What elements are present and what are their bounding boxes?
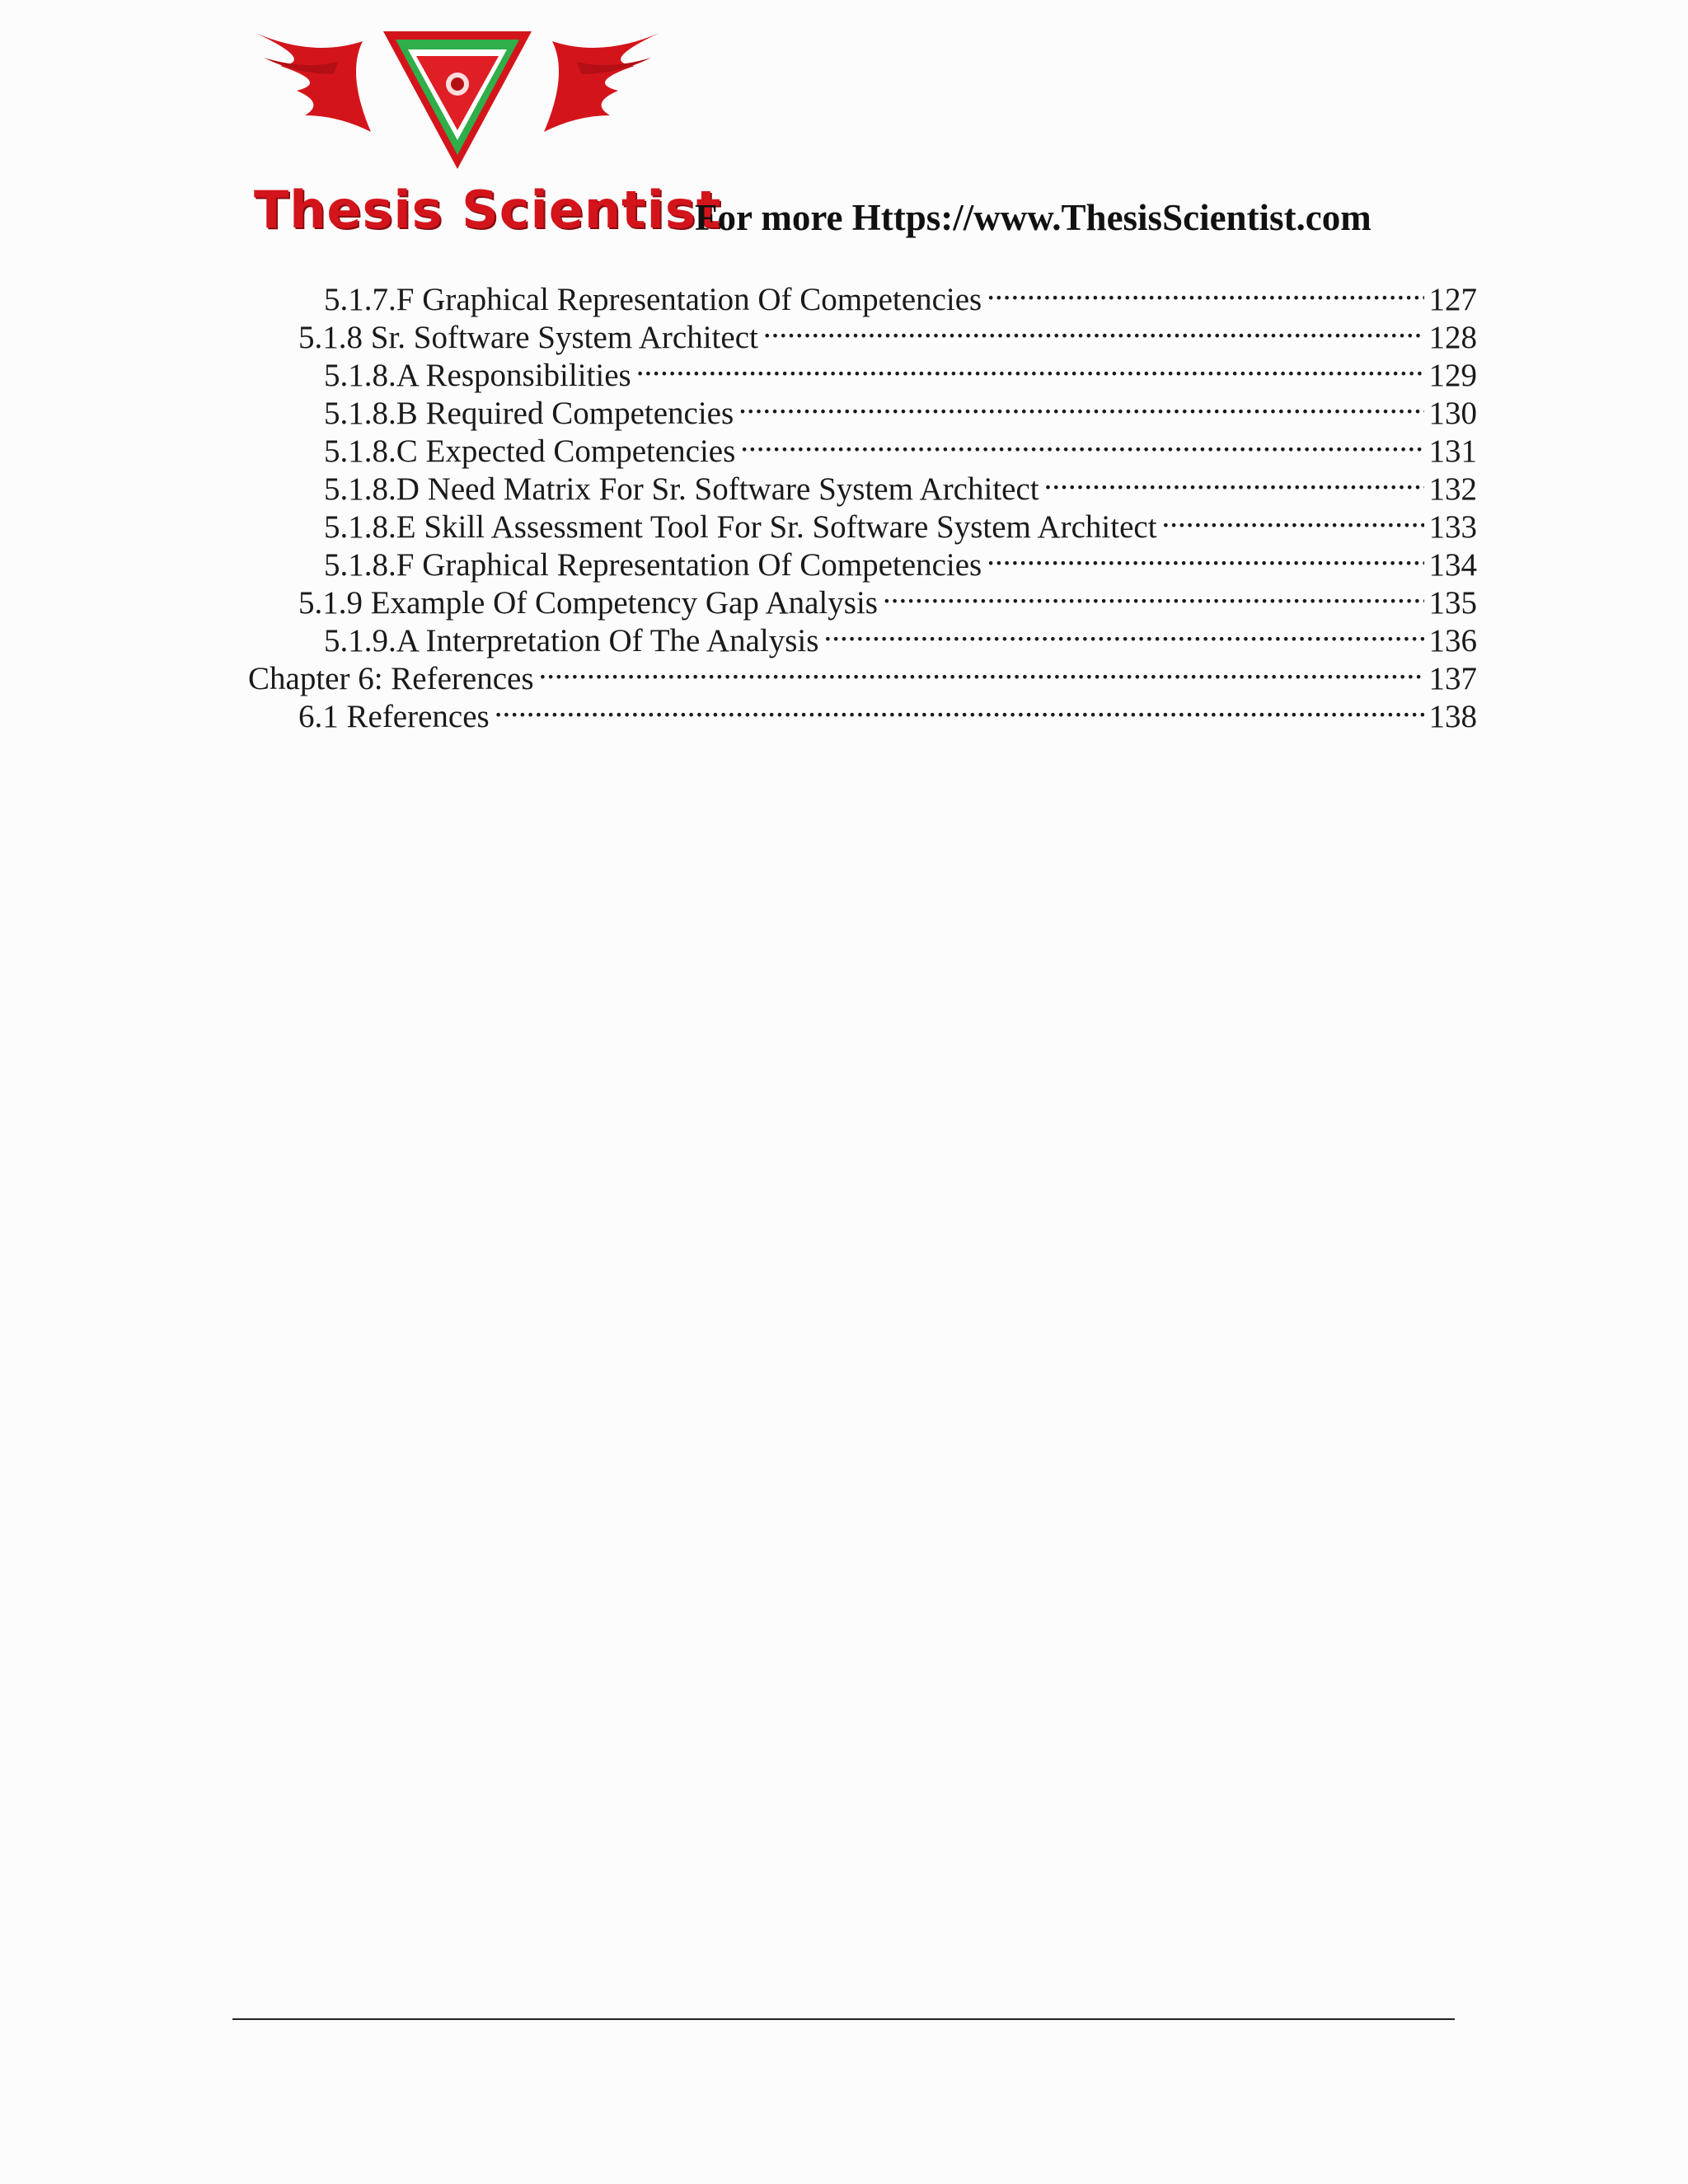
toc-leader-dots: [823, 613, 1423, 651]
footer-divider: [232, 2018, 1455, 2020]
toc-entry[interactable]: [324, 499, 1477, 545]
toc-entry-title: 5.1.9.A Interpretation Of The Analysis: [324, 623, 819, 658]
toc-entry-title: 5.1.8.E Skill Assessment Tool For Sr. Software System Architect: [324, 509, 1157, 545]
toc-entry-page: 128: [1428, 320, 1477, 355]
toc-leader-dots: [738, 386, 1423, 424]
toc-entry[interactable]: [298, 575, 1477, 621]
thesis-scientist-logo: [247, 25, 722, 240]
toc-entry[interactable]: [324, 424, 1477, 469]
toc-entry-title: 5.1.8.B Required Competencies: [324, 396, 734, 431]
toc-entry-page: 137: [1428, 661, 1477, 696]
toc-leader-dots: [1044, 462, 1424, 499]
toc-entry[interactable]: [298, 689, 1477, 734]
toc-entry-title: 5.1.7.F Graphical Representation Of Competencies: [324, 282, 982, 317]
toc-entry[interactable]: [298, 310, 1477, 355]
toc-entry-page: 131: [1428, 434, 1477, 469]
toc-entry-page: 138: [1428, 699, 1477, 734]
toc-entry-page: 134: [1428, 547, 1477, 583]
left-wing-icon: [256, 33, 371, 132]
toc-entry[interactable]: [324, 386, 1477, 431]
toc-entry-page: 129: [1428, 358, 1477, 393]
toc-entry-title: 5.1.9 Example Of Competency Gap Analysis: [298, 585, 878, 621]
toc-leader-dots: [495, 689, 1424, 727]
toc-leader-dots: [883, 575, 1424, 613]
toc-entry-page: 135: [1428, 585, 1477, 621]
toc-leader-dots: [1162, 499, 1424, 537]
toc-entry-page: 130: [1428, 396, 1477, 431]
toc-entry[interactable]: [324, 537, 1477, 583]
toc-entry-page: 136: [1428, 623, 1477, 658]
toc-leader-dots: [740, 424, 1423, 462]
toc-entry-title: Chapter 6: References: [248, 661, 534, 696]
toc-leader-dots: [763, 310, 1424, 348]
site-link[interactable]: For more Https://www.ThesisScientist.com: [695, 197, 1372, 238]
right-wing-icon: [544, 33, 659, 132]
logo-wordmark: Thesis Scientist: [254, 180, 722, 240]
toc-entry-title: 5.1.8.F Graphical Representation Of Competencies: [324, 547, 982, 583]
toc-entry[interactable]: [324, 272, 1477, 317]
toc-entry-title: 5.1.8.D Need Matrix For Sr. Software System Architect: [324, 471, 1039, 507]
toc-entry-title: 5.1.8.A Responsibilities: [324, 358, 631, 393]
toc-entry-title: 5.1.8.C Expected Competencies: [324, 434, 736, 469]
toc-leader-dots: [539, 651, 1424, 689]
toc-entry[interactable]: [248, 651, 1477, 696]
toc-entry-page: 133: [1428, 509, 1477, 545]
toc-leader-dots: [636, 348, 1424, 386]
toc-entry[interactable]: [324, 613, 1477, 658]
toc-leader-dots: [987, 537, 1423, 575]
winged-triangle-emblem: [247, 25, 668, 190]
triangle-icon: [383, 31, 532, 169]
toc-entry-title: 5.1.8 Sr. Software System Architect: [298, 320, 758, 355]
toc-entry-page: 127: [1428, 282, 1477, 317]
toc-entry-title: 6.1 References: [298, 699, 490, 734]
toc-entry[interactable]: [324, 348, 1477, 393]
toc-entry-page: 132: [1428, 471, 1477, 507]
toc-leader-dots: [987, 272, 1423, 310]
toc-entry[interactable]: [324, 462, 1477, 507]
